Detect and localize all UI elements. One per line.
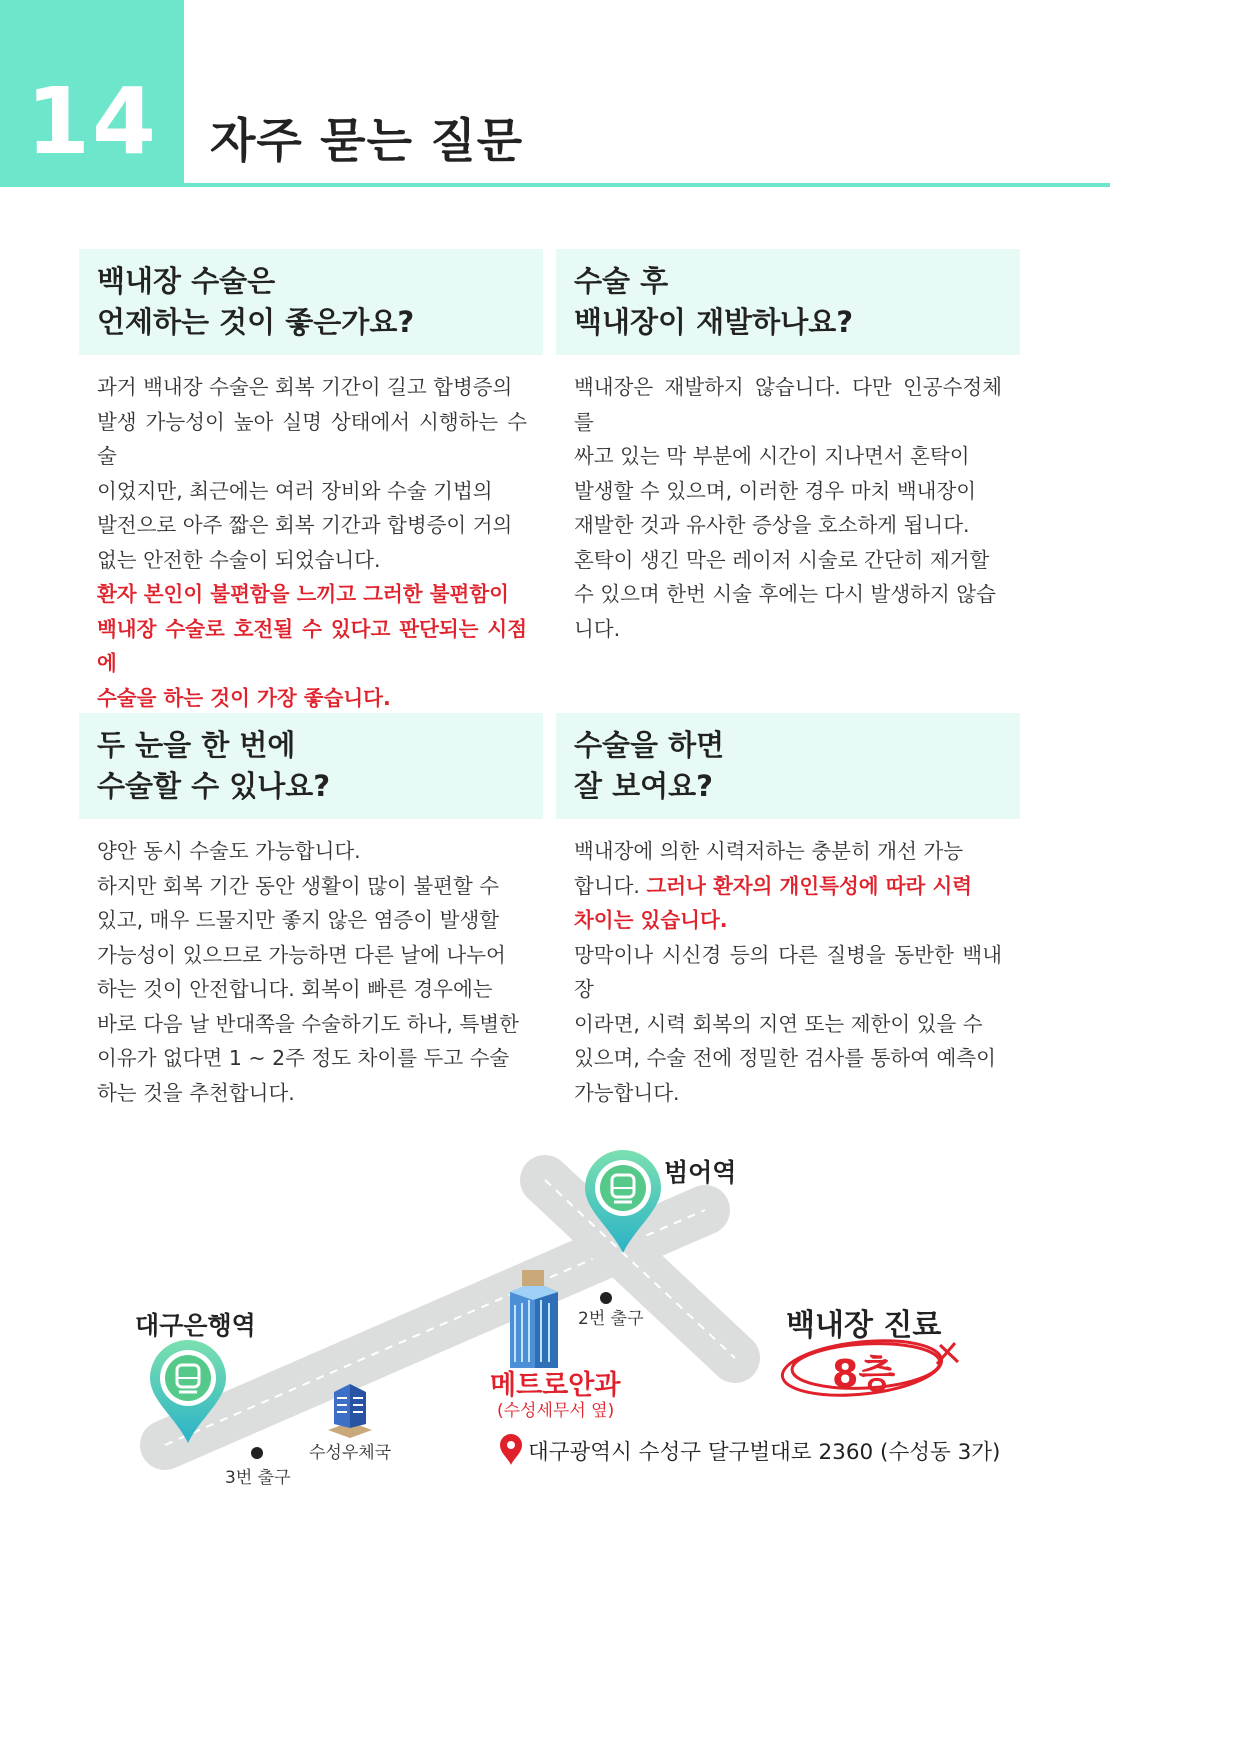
exit-2-label: 2번 출구 [578,1309,644,1329]
clinic-name: 메트로안과 [490,1370,621,1401]
exit-3-marker [251,1447,263,1459]
answer-line: 백내장에 의한 시력저하는 충분히 개선 가능 [574,839,964,863]
faq-answer-4 [574,834,1002,1110]
faq-question-2-line-1: 수술 후 [574,264,669,298]
answer-line: 싸고 있는 막 부분에 시간이 지나면서 혼탁이 [574,444,970,468]
answer-line: 망막이나 시신경 등의 다른 질병을 동반한 백내장 [574,942,1002,1001]
clinic-landmark: (수성세무서 옆) [497,1401,615,1421]
answer-line: 발생 가능성이 높아 실명 상태에서 시행하는 수술 [97,409,527,468]
answer-line: 이라면, 시력 회복의 지연 또는 제한이 있을 수 [574,1011,983,1036]
answer-line: 혼탁이 생긴 막은 레이저 시술로 간단히 제거할 [574,547,990,572]
faq-answer-2 [574,370,1002,646]
answer-line: 하는 것을 추천합니다. [97,1080,295,1105]
chapter-number: 14 [25,68,159,175]
floor-number: 8층 [832,1352,896,1396]
faq-answer-1 [97,370,527,715]
answer-line: 가능합니다. [574,1080,680,1105]
faq-question-3 [79,713,543,819]
location-pin-icon [500,1434,522,1465]
post-office-icon [328,1384,372,1438]
faq-question-3-line-1: 두 눈을 한 번에 [97,728,296,762]
location-map [0,1140,1110,1552]
floor-title: 백내장 진료 [786,1308,942,1343]
answer-line: 과거 백내장 수술은 회복 기간이 길고 합병증의 [97,375,513,399]
page-title: 자주 묻는 질문 [210,114,524,169]
answer-line: 있고, 매우 드물지만 좋지 않은 염증이 발생할 [97,908,500,932]
highlight-line: 환자 본인이 불편함을 느끼고 그러한 불편함이 [97,582,509,606]
answer-line: 발전으로 아주 짧은 회복 기간과 합병증이 거의 [97,513,513,537]
exit-3-label: 3번 출구 [225,1468,291,1488]
answer-line: 양안 동시 수술도 가능합니다. [97,839,361,863]
answer-line: 바로 다음 날 반대쪽을 수술하기도 하나, 특별한 [97,1011,519,1036]
highlight-line: 백내장 수술로 호전될 수 있다고 판단되는 시점에 [97,616,527,675]
answer-line: 니다. [574,616,621,641]
answer-line: 수 있으며 한번 시술 후에는 다시 발생하지 않습 [574,582,996,606]
faq-question-4-line-2: 잘 보여요? [574,769,713,803]
station-daegu-bank-label: 대구은행역 [135,1311,256,1340]
faq-question-2-line-2: 백내장이 재발하나요? [574,305,854,339]
answer-line: 하지만 회복 기간 동안 생활이 많이 불편할 수 [97,873,500,898]
faq-question-4 [556,713,1020,819]
faq-answer-3 [97,834,525,1110]
highlight-text: 그러나 환자의 개인특성에 따라 시력 [646,873,973,898]
answer-line: 있으며, 수술 전에 정밀한 검사를 통하여 예측이 [574,1046,996,1070]
answer-line: 백내장은 재발하지 않습니다. 다만 인공수정체를 [574,375,1002,434]
answer-line: 가능성이 있으므로 가능하면 다른 날에 나누어 [97,942,506,967]
faq-question-1-line-1: 백내장 수술은 [97,264,276,298]
exit-2-marker [600,1292,612,1304]
faq-question-3-line-2: 수술할 수 있나요? [97,769,331,803]
faq-question-4-line-1: 수술을 하면 [574,728,725,762]
highlight-line: 차이는 있습니다. [574,908,728,932]
answer-line: 이었지만, 최근에는 여러 장비와 수술 기법의 [97,478,493,503]
post-office-label: 수성우체국 [309,1443,392,1463]
answer-line: 하는 것이 안전합니다. 회복이 빠른 경우에는 [97,977,493,1001]
answer-line: 발생할 수 있으며, 이러한 경우 마치 백내장이 [574,478,977,503]
faq-question-1 [79,249,543,355]
faq-question-1-line-2: 언제하는 것이 좋은가요? [97,305,415,339]
clinic-address: 대구광역시 수성구 달구벌대로 2360 (수성동 3가) [528,1440,1001,1465]
answer-line: 이유가 없다면 1 ~ 2주 정도 차이를 두고 수술 [97,1046,510,1070]
answer-text: 합니다. [574,873,647,898]
answer-line: 없는 안전한 수술이 되었습니다. [97,547,381,572]
header-divider [184,183,1110,187]
faq-question-2 [556,249,1020,355]
highlight-line: 수술을 하는 것이 가장 좋습니다. [97,685,391,710]
answer-line [574,869,1002,904]
answer-line: 재발한 것과 유사한 증상을 호소하게 됩니다. [574,513,970,537]
station-beomeo-label: 범어역 [664,1158,737,1187]
